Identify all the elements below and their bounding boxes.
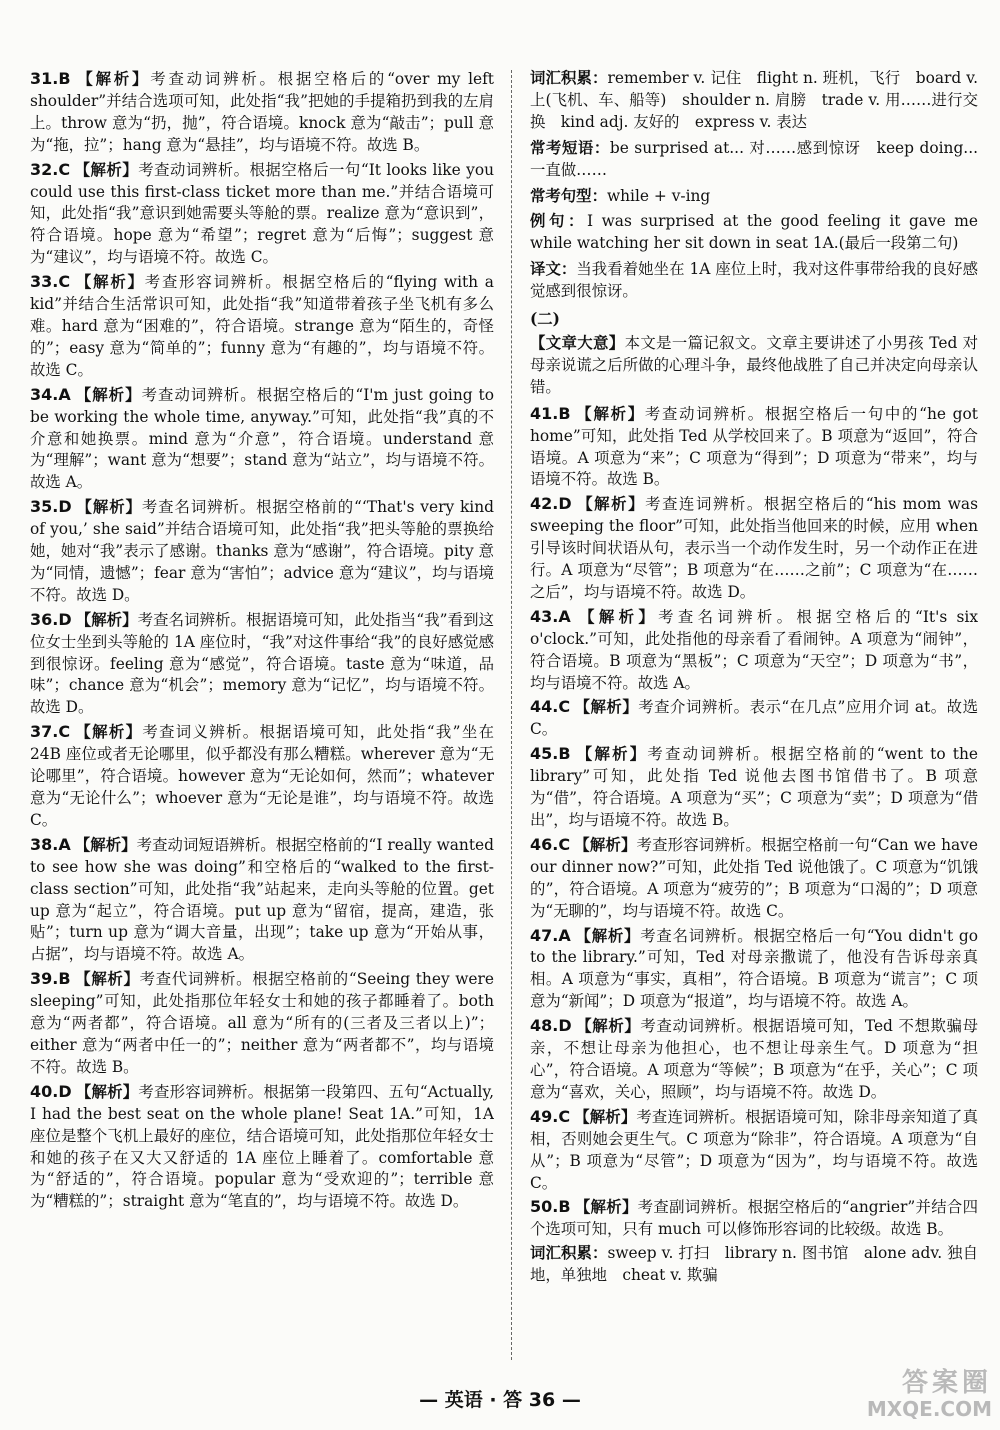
question-number: 39.B [30,969,71,989]
summary-text: 本文是一篇记叙文。文章主要讲述了小男孩 Ted 对母亲说谎之后所做的心理斗争，最终他战胜了自己并决定向母亲认错。 [530,333,978,396]
question-number: 36.D [30,609,72,629]
analysis-tag: 【解析】 [575,1017,641,1036]
answer-entry [530,493,978,604]
vocab-block-1 [530,68,978,134]
question-number: 49.C [530,1106,571,1126]
analysis-tag: 【解析】 [74,273,145,292]
analysis-tag: 【解析】 [74,70,151,88]
answer-entry [30,968,494,1079]
analysis-tag: 【解析】 [74,723,143,742]
question-number: 43.A [530,606,571,626]
analysis-tag: 【解析】 [74,160,139,179]
analysis-text: 考查动词短语辨析。根据空格前的“I really wanted to see how she was doing”和空格后的“walked to the first-class section”可知，此处指“我”站起来，走向头等舱的位置。get up 意为“起立”，符合语境。put up 意为“留宿，提高，建造，张贴”；turn up 意为“调大音量，出现”；take up 意为“开始从事，占据”，均与语境不符。故选 A。 [30,835,494,964]
answer-entry [530,696,978,741]
analysis-tag: 【解析】 [574,926,641,945]
analysis-text: 考查代词辨析。根据空格前的“Seeing they were sleeping”可知，此处指那位年轻女士和她的孩子都睡着了。both 意为“两者都”，符合语境。all 意为“所有的(三者及三者以上)”；either 意为“两者中任一的”；neither 意为“两者都不”，均与语境不符。故选 B。 [30,970,494,1076]
question-number: 48.D [530,1016,572,1036]
question-number: 31.B [30,69,71,88]
right-entries [530,403,978,1242]
question-number: 40.D [30,1081,72,1101]
question-number: 33.C [30,272,71,292]
question-number: 47.A [530,925,571,945]
section-two-heading: (二) [530,310,560,329]
vocab-block-2 [530,1243,978,1287]
example-text: I was surprised at the good feeling it gave me while watching her sit down in seat 1A.(最后一段第二句) [530,212,978,253]
answer-entry [30,68,494,157]
watermark-line-1: 答案圈 [901,1368,992,1398]
question-number: 41.B [530,403,571,423]
answer-entry [30,1081,494,1213]
analysis-text: 考查形容词辨析。根据空格后的“flying with a kid”并结合生活常识可知，此处指“我”知道带着孩子坐飞机有多么难。hard 意为“困难的”，符合语境。strange 意为“陌生的，奇怪的”；easy 意为“简单的”；funny 意为“有趣的”，均与语境不符。故选 C。 [30,273,494,379]
answer-entry [530,1196,978,1241]
pattern-block [530,186,978,208]
analysis-text: 考查名词辨析。根据空格前的“‘That's very kind of you,’ she said”并结合语境可知，此处指“我”把头等舱的票换给她，她对“我”表示了感谢。thanks 意为“感谢”，符合语境。pity 意为“同情，遗憾”；fear 意为“害怕”；advice 意为“建议”，均与语境不符。故选 D。 [30,498,494,604]
analysis-tag: 【解析】 [574,698,639,717]
summary-label: 【文章大意】 [530,333,625,352]
question-number: 44.C [530,697,571,717]
question-number: 35.D [30,497,72,517]
phrase-block [530,138,978,182]
right-column [530,68,978,1368]
question-number: 50.B [530,1197,571,1217]
site-watermark-logo [802,1368,992,1424]
question-number: 34.A [30,384,71,404]
answer-entry [30,384,494,495]
example-block [530,211,978,255]
analysis-text: 考查连词辨析。根据空格后的“his mom was sweeping the floor”可知，此处指当他回来的时候，应用 when 引导该时间状语从句，表示当一个动作发生时，另一个动作正在进行。A 项意为“尽管”；B 项意为“在……之前”；C 项意为“在……之后”，均与语境不符。故选 D。 [530,495,978,601]
analysis-text: 考查动词辨析。根据空格后一句中的“he got home”可知，此处指 Ted 从学校回来了。B 项意为“返回”，符合语境。A 项意为“来”；C 项意为“得到”；D 项意为“带来”，均与语境不符。故选 B。 [530,404,978,489]
question-number: 42.D [530,494,572,514]
translation-text: 当我看着她坐在 1A 座位上时，我对这件事带给我的良好感觉感到很惊讶。 [530,260,978,301]
question-number: 46.C [530,834,571,854]
analysis-tag: 【解析】 [75,610,138,629]
phrase-text: be surprised at... 对……感到惊讶 keep doing... 一直做…… [530,138,978,179]
translation-label: 译文： [530,260,577,279]
watermark-line-2: MXQE.COM [866,1397,992,1421]
question-number: 38.A [30,834,71,854]
analysis-text: 考查名词辨析。根据空格后一句“You didn't go to the library.”可知，Ted 对母亲撒谎了，他没有告诉母亲真相。A 项意为“事实，真相”，符合语境。B 项意为“谎言”；C 项意为“新闻”；D 项意为“报道”，均与语境不符。故选 A。 [530,926,978,1011]
analysis-tag: 【解析】 [574,607,659,626]
answer-entry [530,1106,978,1195]
analysis-tag: 【解析】 [574,835,637,854]
answer-entry [530,1015,978,1104]
answer-entry [530,743,978,832]
question-number: 37.C [30,722,71,742]
answer-entry [30,834,494,966]
analysis-text: 考查副词辨析。根据空格后的“angrier”并结合四个选项可知，只有 much 可以修饰形容词的比较级。故选 B。 [530,1198,978,1239]
analysis-text: 考查连词辨析。根据语境可知，除非母亲知道了真相，否则她会更生气。C 项意为“除非”，符合语境。A 项意为“自从”；B 项意为“尽管”；D 项意为“因为”，均与语境不符。故选 C。 [530,1107,978,1192]
page-footer: — 英语 · 答 36 — [419,1389,581,1411]
analysis-tag: 【解析】 [575,495,646,514]
analysis-tag: 【解析】 [74,970,140,989]
translation-block [530,259,978,303]
answer-entry [530,606,978,695]
column-divider [511,70,512,1360]
left-column [30,68,494,1368]
vocab-text: remember v. 记住 flight n. 班机，飞行 board v. 上(飞机、车、船等) shoulder n. 肩膀 trade v. 用……进行交换 kind adj. 友好的 express v. 表达 [530,69,978,131]
answer-entry [530,834,978,923]
pattern-text: while + v-ing [606,186,711,205]
analysis-tag: 【解析】 [574,745,648,764]
phrase-label: 常考短语： [530,138,610,157]
question-number: 32.C [30,159,71,179]
analysis-tag: 【解析】 [574,1107,637,1126]
answer-entry [30,159,494,270]
analysis-text: 考查名词辨析。根据空格后的“It's six o'clock.”可知，此处指他的母亲看了看闹钟。A 项意为“闹钟”，符合语境。B 项意为“黑板”；C 项意为“天空”；D 项意为“书”，均与语境不符。故选 A。 [530,607,978,692]
analysis-text: 考查动词辨析。根据空格后的“I'm just going to be working the whole time, anyway.”可知，此处指“我”真的不介意和她换票。mind 意为“介意”，符合语境。understand 意为“理解”；want 意为“想要”；stand 意为“站立”，均与语境不符。故选 A。 [30,385,494,492]
pattern-label: 常考句型： [530,186,607,205]
analysis-tag: 【解析】 [574,1198,638,1217]
article-summary [530,333,978,399]
analysis-text: 考查动词辨析。根据语境可知，Ted 不想欺骗母亲，不想让母亲为他担心，也不想让母亲生气。D 项意为“担心”，符合语境。A 项意为“等候”；B 项意为“在乎，关心”；C 项意为“喜欢，关心，照顾”，均与语境不符。故选 D。 [530,1017,978,1101]
answer-entry [530,403,978,492]
answer-entry [30,721,494,832]
analysis-tag: 【解析】 [75,498,142,517]
analysis-text: 考查动词辨析。根据空格前的“went to the library”可知，此处指 Ted 说他去图书馆借书了。B 项意为“借”，符合语境。A 项意为“买”；C 项意为“卖”；D 项意为“借出”，均与语境不符。故选 B。 [530,745,978,829]
analysis-text: 考查介词辨析。表示“在几点”应用介词 at。故选 C。 [530,698,978,739]
analysis-text: 考查动词辨析。根据空格后一句“It looks like you could use this first-class ticket more than me.”并结合语境可知，此处指“我”意识到她需要头等舱的票。realize 意为“意识到”，符合语境。hope 意为“希望”；regret 意为“后悔”；suggest 意为“建议”，均与语境不符。故选 C。 [30,160,494,267]
question-number: 45.B [530,744,571,764]
vocab-label: 词汇积累： [530,69,608,87]
analysis-tag: 【解析】 [74,385,142,404]
analysis-text: 考查形容词辨析。根据空格前一句“Can we have our dinner now?”可知，此处指 Ted 说他饿了。C 项意为“饥饿的”，符合语境。A 项意为“疲劳的”；B 项意为“口渴的”；D 项意为“无聊的”，均与语境不符。故选 C。 [530,835,978,920]
vocab-label-2: 词汇积累： [530,1244,608,1263]
analysis-text: 考查形容词辨析。根据第一段第四、五句“Actually, I had the best seat on the whole plane! Seat 1A.”可知，1A 座位是整个飞机上最好的座位，结合语境可知，此处指那位年轻女士和她的孩子在又大又舒适的 1A 座位上睡着了。comfortable 意为“舒适的”，符合语境。popular 意为“受欢迎的”；terrible 意为“糟糕的”；straight 意为“笔直的”，均与语境不符。故选 D。 [30,1082,494,1211]
answer-entry [30,496,494,607]
analysis-tag: 【解析】 [574,404,645,423]
example-label: 例句： [530,212,588,231]
analysis-tag: 【解析】 [74,835,137,854]
analysis-text: 考查名词辨析。根据语境可知，此处指当“我”看到这位女士坐到头等舱的 1A 座位时，“我”对这件事给“我”的良好感觉感到很惊讶。feeling 意为“感觉”，符合语境。taste 意为“味道，品味”；chance 意为“机会”；memory 意为“记忆”，均与语境不符。故选 D。 [30,610,494,717]
answer-entry [530,925,978,1014]
answer-entry [30,271,494,382]
analysis-tag: 【解析】 [75,1082,139,1101]
vocab-text-2: sweep v. 打扫 library n. 图书馆 alone adv. 独自地，单独地 cheat v. 欺骗 [530,1244,978,1285]
analysis-text: 考查动词辨析。根据空格后的“over my left shoulder”并结合选项可知，此处指“我”把她的手提箱扔到我的左肩上。throw 意为“扔，抛”，符合语境。knock 意为“敲击”；pull 意为“拖，拉”；hang 意为“悬挂”，均与语境不符。故选 B。 [30,70,494,154]
answer-entry [30,609,494,720]
analysis-text: 考查词义辨析。根据语境可知，此处指“我”坐在 24B 座位或者无论哪里，似乎都没有那么糟糕。wherever 意为“无论哪里”，符合语境。however 意为“无论如何，然而”；whatever 意为“无论什么”；whoever 意为“无论是谁”，均与语境不符。故选 C。 [30,723,494,829]
